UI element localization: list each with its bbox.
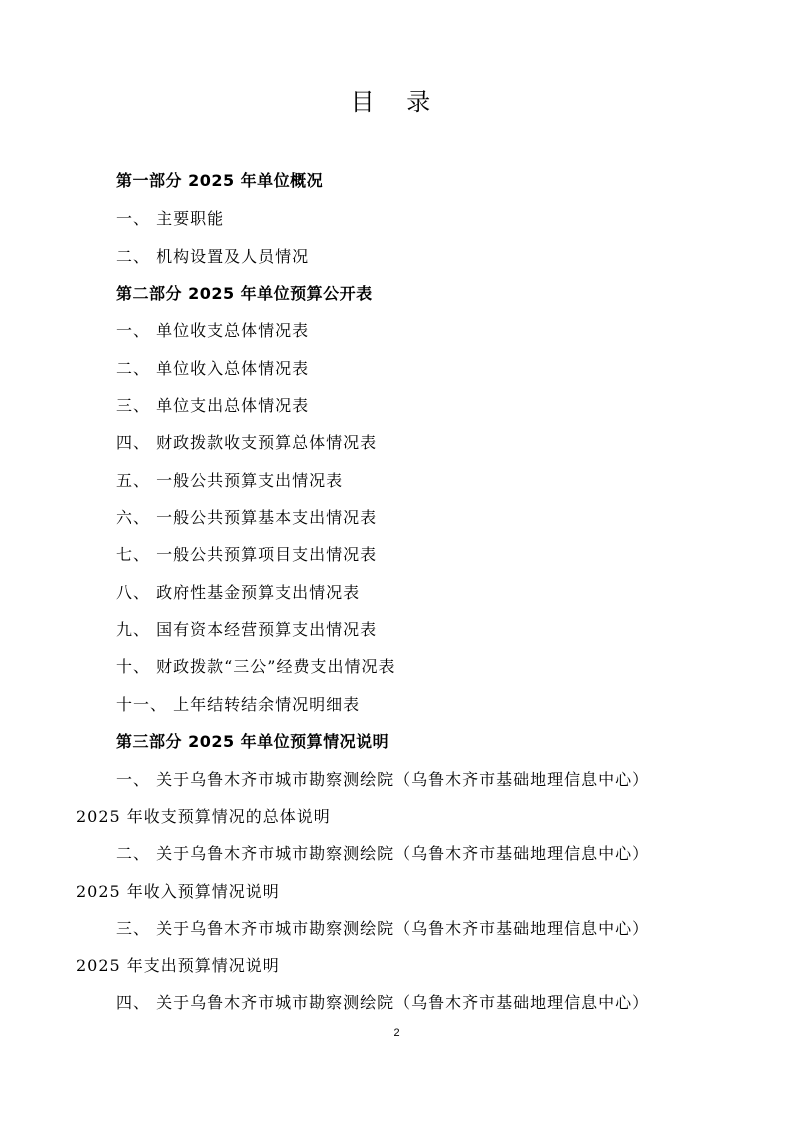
toc-item[interactable]: 十一、 上年结转结余情况明细表 (116, 695, 361, 714)
toc-item[interactable]: 一、 单位收支总体情况表 (116, 321, 310, 340)
toc-item[interactable]: 二、 机构设置及人员情况 (116, 247, 310, 266)
toc-item[interactable]: 四、 财政拨款收支预算总体情况表 (116, 433, 378, 452)
toc-item[interactable]: 九、 国有资本经营预算支出情况表 (116, 620, 378, 639)
toc-item-continuation[interactable]: 2025 年收入预算情况说明 (76, 882, 280, 901)
toc-item-continuation[interactable]: 2025 年收支预算情况的总体说明 (76, 807, 331, 826)
toc-item[interactable]: 二、 关于乌鲁木齐市城市勘察测绘院（乌鲁木齐市基础地理信息中心） (116, 844, 650, 863)
toc-item[interactable]: 五、 一般公共预算支出情况表 (116, 471, 344, 490)
toc-item[interactable]: 三、 关于乌鲁木齐市城市勘察测绘院（乌鲁木齐市基础地理信息中心） (116, 919, 650, 938)
toc-item[interactable]: 七、 一般公共预算项目支出情况表 (116, 545, 378, 564)
toc-section-heading-2[interactable]: 第二部分 2025 年单位预算公开表 (116, 284, 373, 303)
toc-item[interactable]: 三、 单位支出总体情况表 (116, 396, 310, 415)
toc-section-heading-3[interactable]: 第三部分 2025 年单位预算情况说明 (116, 732, 390, 751)
toc-item[interactable]: 十、 财政拨款“三公”经费支出情况表 (116, 657, 396, 676)
toc-item[interactable]: 一、 关于乌鲁木齐市城市勘察测绘院（乌鲁木齐市基础地理信息中心） (116, 770, 650, 789)
toc-item-continuation[interactable]: 2025 年支出预算情况说明 (76, 956, 280, 975)
toc-item[interactable]: 四、 关于乌鲁木齐市城市勘察测绘院（乌鲁木齐市基础地理信息中心） (116, 993, 650, 1012)
page-number: 2 (393, 1027, 400, 1039)
toc-item[interactable]: 二、 单位收入总体情况表 (116, 359, 310, 378)
page-title: 目 录 (350, 88, 443, 116)
toc-item[interactable]: 八、 政府性基金预算支出情况表 (116, 583, 361, 602)
toc-item[interactable]: 六、 一般公共预算基本支出情况表 (116, 508, 378, 527)
toc-item[interactable]: 一、 主要职能 (116, 209, 225, 228)
toc-section-heading-1[interactable]: 第一部分 2025 年单位概况 (116, 171, 324, 190)
